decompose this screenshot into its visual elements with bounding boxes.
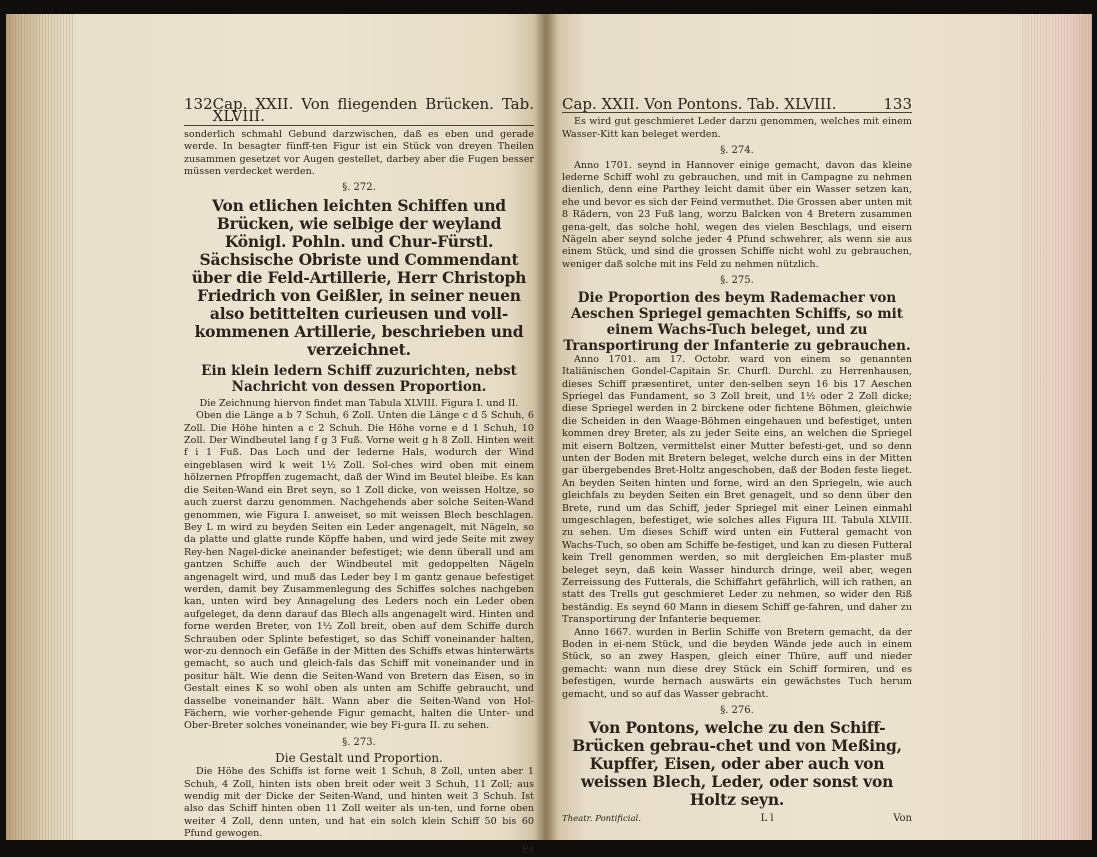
page-edges-left	[6, 14, 74, 840]
left-page	[6, 14, 546, 856]
page-edges-right	[1022, 14, 1092, 840]
right-running-header	[562, 95, 912, 113]
section-276: §. 276.	[720, 705, 754, 717]
section-274: §. 274.	[720, 145, 754, 157]
signature-mark: L l	[760, 813, 774, 825]
section-273: §. 273.	[342, 736, 376, 748]
left-running-header	[184, 95, 534, 126]
body-273: Die Höhe des Schiffs ist forne weit 1 Schuh, 8 Zoll, unten aber 1 Schuh, 4 Zoll, hinten ists oben breit oder weit 3 Schuh, 11 Zoll; aus wendig mit der Dicke der Seiten-Wand, und hinten weit 3 Schuh. Ist also das Schiff hinten oben 11 Zoll weiter als un-ten, und forne oben weiter 4 Zoll, denn unten, und hat ein solch klein Schiff 50 bis 60 Pfund gewogen.	[184, 766, 534, 840]
footer-signature: Theatr. Pontificial.	[562, 814, 641, 825]
right-page	[546, 14, 1092, 840]
left-footer	[184, 845, 534, 857]
body-272: Oben die Länge a b 7 Schuh, 6 Zoll. Unten die Länge c d 5 Schuh, 6 Zoll. Die Höhe hinten a c 2 Schuh. Die Höhe vorne e d 1 Schuh, 10 Zoll. Der Windbeutel lang f g 3 Fuß. Vorne weit g h 8 Zoll. Hinten weit f i 1 Fuß. Das Loch und der lederne Hals, wodurch der Wind eingeblasen wird k weit 1½ Zoll. Sol-ches wird oben mit einem hölzernen Pfropffen zugemacht, daß der Wind im Beutel bleibe. Es kan die Seiten-Wand ein Bret seyn, so 1 Zoll dicke, von weissen Holtze, so auch zuerst darzu genommen. Nachgehends aber solche Seiten-Wand genommen, wie Figura I. anweiset, so mit weissen Blech beschlagen. Bey L m wird zu beyden Seiten ein Leder angenagelt, mit Nägeln, so da platte und glatte runde Köpffe haben, und wird jede Seite mit zwey Rey-hen Nagel-dicke aneinander befestiget; wie denn überall und am gantzen Schiffe auch der Windbeutel mit gedoppelten Nägeln angenagelt wird, und muß das Leder bey l m gantz genaue befestiget werden, damit bey Zusammenlegung des Schiffes solches nachgeben kan, unten wird bey Annagelung des Leders noch ein Leder oben aufgeleget, da denn darauf das Blech alls angenagelt wird. Hinten und forne werden Breter, von 1½ Zoll breit, oben auf dem Schiffe durch Schrauben oder Splinte befestiget, so das Schiff voneinander halten, wor-zu dennoch ein Gefäße in der Mitten des Schiffs etwas hinterwärts gemacht, so auch und gleich-fals das Schiff mit voneinander und in positur hält. Wie denn die Seiten-Wand von Bretern das Eisen, so in Gestalt eines K so wohl oben als unten am Schiffe gebraucht, und dasselbe voneinander hält. Wann aber die Seiten-Wand von Hol-Fächern, wie vorher-gehende Figur gemacht, halten die Unter- und Ober-Breter solches voneinander, wie bey Fi-gura II. zu sehen.	[184, 410, 534, 732]
left-header-title: Cap. XXII. Von fliegenden Brücken. Tab. XLVIII.	[212, 95, 534, 126]
heading-sub: Ein klein ledern Schiff zuzurichten, nebst Nachricht von dessen Proportion.	[201, 362, 517, 395]
left-catchword: Es	[521, 844, 534, 856]
right-footer	[562, 813, 912, 825]
right-page-number: 133	[883, 95, 912, 113]
section-275: §. 275.	[720, 275, 754, 287]
body-274: Anno 1701. seynd in Hannover einige gemacht, davon das kleine lederne Schiff wohl zu gebrauchen, und mit in Campagne zu nehmen dienlich, denn eine Parthey leicht damit über ein Wasser setzen kan, ehe und bevor es sich der Feind vermuthet. Die Grossen aber unten mit 8 Rädern, von 23 Fuß lang, worzu Balcken von 4 Bretern zusammen gena-gelt, das solche hohl, wegen des vielen Beschlags, und eisern Nägeln aber seynd solche jeder 4 Pfund schwehrer, als wenn sie aus einem Stück, und sind die grossen Schiffe nicht wohl zu gebrauchen, weniger daß solche mit ins Feld zu nehmen nützlich.	[562, 159, 912, 270]
left-page-text	[184, 95, 534, 857]
heading-273: Die Gestalt und Proportion.	[275, 751, 443, 766]
left-intro-paragraph: sonderlich schmahl Gebund darzwischen, daß es eben und gerade werde. In besagter fünff-ten Figur ist ein Stück von dreyen Theilen zusammen gesetzet vor Augen gestellet, darbey aber die Fugen besser müssen verdecket werden.	[184, 128, 534, 178]
heading-276: Von Pontons, welche zu den Schiff-Brücken gebrau-chet und von Meßing, Kupffer, Eisen, oder aber auch von weissen Blech, Leder, oder sonst von Holtz seyn.	[572, 718, 902, 810]
book-gutter	[534, 14, 558, 840]
body-275: Anno 1701. am 17. Octobr. ward von einem so genannten Italiänischen Gondel-Capitain Sr. Churfl. Durchl. zu Herrenhausen, dieses Schiff præsentiret, unter den-selben seyn 16 bis 17 Aeschen Spriegel das Fundament, so 3 Zoll breit, und 1½ oder 2 Zoll dicke; diese Spriegel werden in 2 birckene oder fichtene Böhmen, gleichwie die Scheiden in den Waage-Böhmen eingehauen und befestiget, unten kommen drey Breter, als zu jeder Seite eins, an welchen die Spriegel mit eisern Boltzen, vermittelst einer Mutter befesti-get, und so denn unten der Boden mit Bretern beleget, welche durch eins in der Mitten gar übergebendes Bret-Holtz angeschoben, daß der Boden feste lieget. An beyden Seiten hinten und forne, wird an den Spriegeln, wie auch gleichfals zu beyden Seiten ein Bret genagelt, und so denn über den Brete, rund um das Schiff, jeder Spriegel mit einer Leinen einmahl umgeschlagen, befestiget, wie solches alles Figura III. Tabula XLVIII. zu sehen. Um dieses Schiff wird unten ein Futteral gemacht von Wachs-Tuch, so oben am Schiffe be-festiget, und kan zu diesen Futteral kein Trell genommen werden, so mit dergleichen Em-plaster muß beleget seyn, daß kein Wasser hindurch dringe, weil aber, wegen Zerreissung des Futterals, die Schiffahrt gefährlich, will ich rathen, an statt des Trells gut geschmieret Leder zu nehmen, so wider den Riß beständig. Es seynd 60 Mann in diesem Schiff ge-fahren, und daher zu Transportirung der Infanterie bequemer.	[562, 353, 912, 626]
drawing-reference: Die Zeichnung hiervon findet man Tabula XLVIII. Figura I. und II.	[199, 397, 519, 409]
right-intro-paragraph: Es wird gut geschmieret Leder darzu genommen, welches mit einem Wasser-Kitt kan beleget werden.	[562, 116, 912, 140]
book-spread	[6, 14, 1092, 856]
right-page-text	[562, 95, 912, 826]
section-272: §. 272.	[342, 182, 376, 194]
body-275b: Anno 1667. wurden in Berlin Schiffe von Bretern gemacht, da der Boden in ei-nem Stück, und die beyden Wände jede auch in einem Stück, so an zwey Haspen, gleich einer Thüre, auff und nieder gemacht: wann nun diese drey Stück ein Schiff formiren, und es befestigen, wurde hernach auswärts ein gewächstes Tuch herum gemacht, und so auf das Wasser gebracht.	[562, 626, 912, 700]
heading-272: Von etlichen leichten Schiffen und Brücken, wie selbige der weyland Königl. Pohln. und Chur-Fürstl. Sächsische Obriste und Commendant über die Feld-Artillerie, Herr Christoph Friedrich von Geißler, in seiner neuen also betittelten curieusen und voll-kommenen Artillerie, beschrieben und verzeichnet.	[191, 195, 527, 359]
left-page-number: 132	[184, 95, 213, 113]
right-header-title: Cap. XXII. Von Pontons. Tab. XLVIII.	[562, 95, 837, 113]
right-catchword: Von	[893, 813, 912, 825]
heading-275: Die Proportion des beym Rademacher von Aeschen Spriegel gemachten Schiffs, so mit einem Wachs-Tuch beleget, und zu Transportirung der Infanterie zu gebrauchen.	[563, 289, 911, 354]
